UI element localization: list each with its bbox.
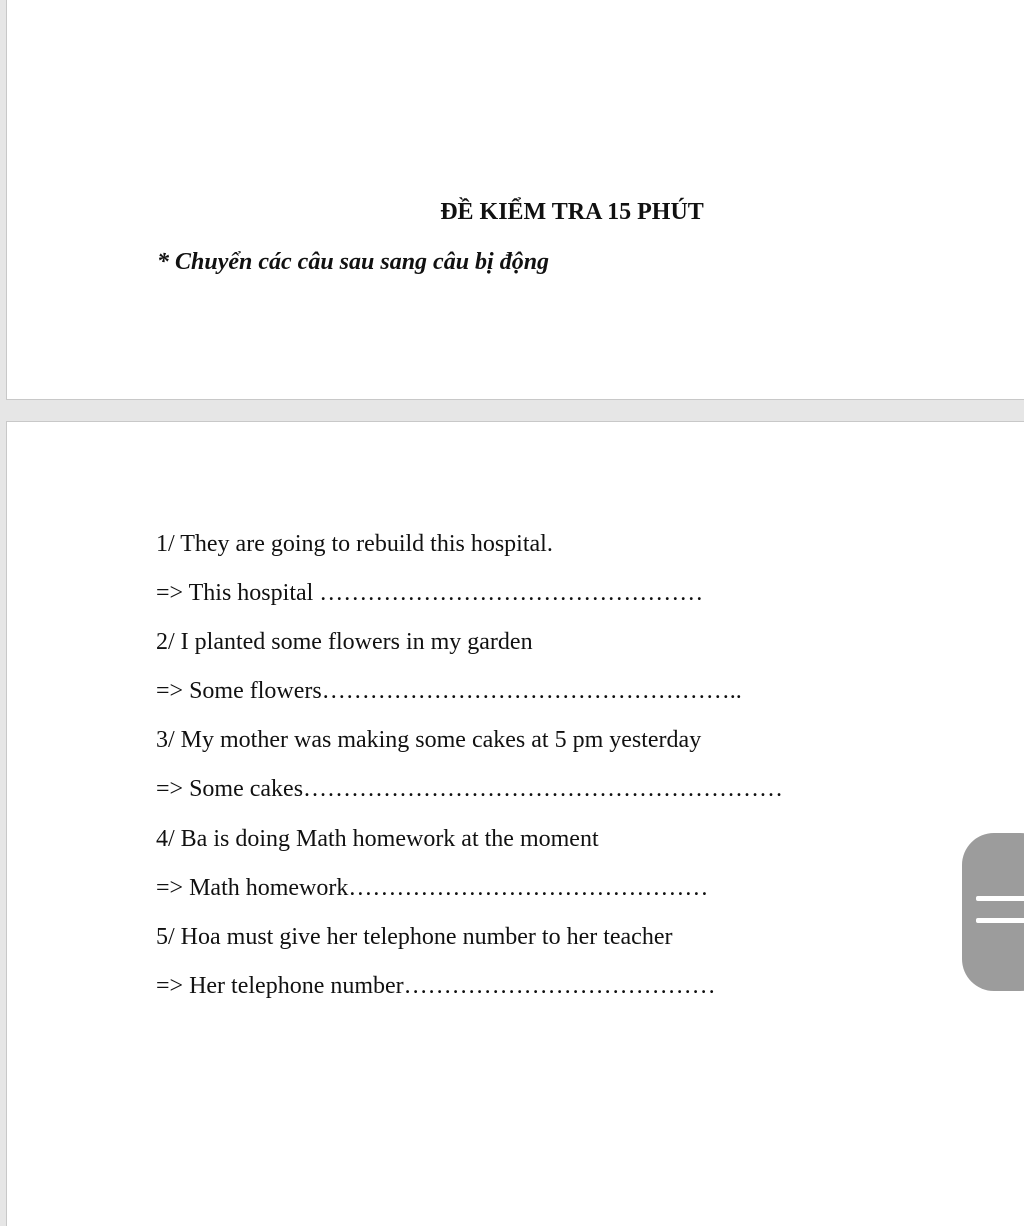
question-4: 4/ Ba is doing Math homework at the moment xyxy=(156,825,599,852)
answer-line-1: => This hospital ………………………………………… xyxy=(156,580,704,607)
question-5: 5/ Hoa must give her telephone number to her teacher xyxy=(156,923,673,950)
exercise-list xyxy=(156,520,783,1011)
scroll-handle[interactable] xyxy=(962,833,1024,991)
document-title: ĐỀ KIỂM TRA 15 PHÚT xyxy=(440,199,704,225)
document-page-1 xyxy=(6,0,1024,400)
answer-line-3: => Some cakes…………………………………………………… xyxy=(156,776,784,803)
question-1: 1/ They are going to rebuild this hospital. xyxy=(156,531,553,557)
exercise-instruction: * Chuyển các câu sau sang câu bị động xyxy=(157,249,550,275)
handle-bar-bottom xyxy=(976,918,1024,923)
handle-bar-top xyxy=(976,896,1024,901)
question-2: 2/ I planted some flowers in my garden xyxy=(156,629,533,656)
answer-line-2: => Some flowers…………………………………………….. xyxy=(156,678,742,705)
answer-line-5: => Her telephone number………………………………… xyxy=(156,972,716,999)
answer-line-4: => Math homework……………………………………… xyxy=(156,874,709,901)
question-3: 3/ My mother was making some cakes at 5 pm yesterday xyxy=(156,727,702,754)
document-page-2 xyxy=(6,421,1024,1226)
